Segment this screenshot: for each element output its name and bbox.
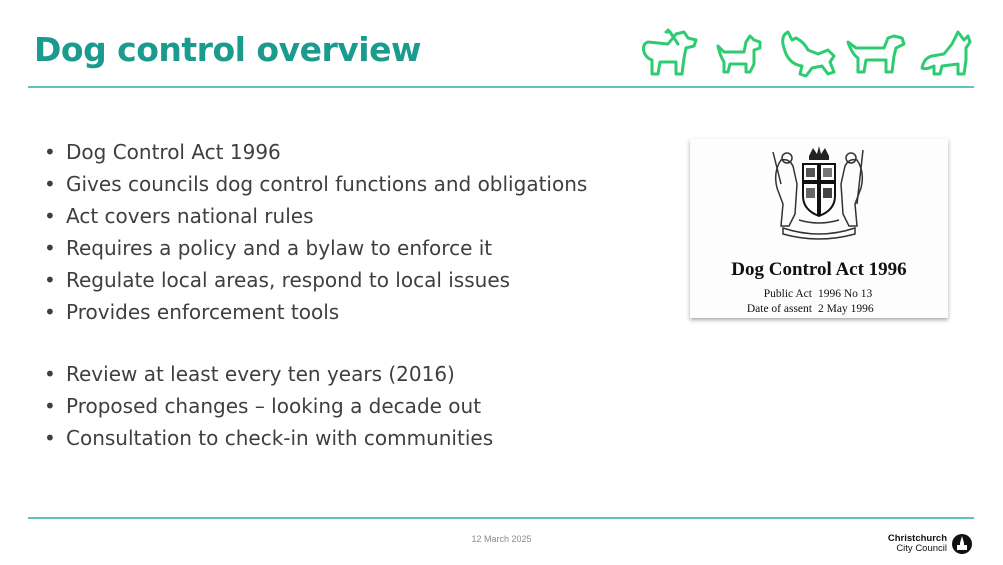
act-title: Dog Control Act 1996 [731, 259, 907, 280]
bullet-item: • Gives councils dog control functions and obligations [44, 168, 644, 200]
crouching-dog-icon [778, 28, 838, 80]
bullet-item: • Act covers national rules [44, 200, 644, 232]
dog-icons [638, 28, 974, 80]
bullet-list [44, 136, 644, 328]
howling-dog-icon [918, 28, 974, 80]
public-act-value: 1996 No 13 [818, 288, 873, 300]
assent-value: 2 May 1996 [818, 303, 874, 315]
bullet-item: • Review at least every ten years (2016) [44, 358, 644, 390]
public-act-label: Public Act [763, 288, 812, 300]
footer-date: 12 March 2025 [471, 534, 532, 544]
bullet-item: • Provides enforcement tools [44, 296, 644, 328]
council-logo [887, 532, 975, 554]
logo-line1: Christchurch [887, 533, 947, 544]
cathedral-logo-icon [951, 533, 973, 555]
bullet-item: • Regulate local areas, respond to local issues [44, 264, 644, 296]
logo-line2: City Council [896, 543, 947, 554]
bullet-item: • Consultation to check-in with communities [44, 422, 644, 454]
title-divider [28, 86, 974, 88]
small-dog-icon [714, 28, 766, 80]
slide-title: Dog control overview [34, 30, 421, 69]
standing-dog-icon [844, 28, 908, 80]
bullet-item: • Dog Control Act 1996 [44, 136, 644, 168]
bullet-item: • Requires a policy and a bylaw to enforce it [44, 232, 644, 264]
bullet-list-2 [44, 358, 644, 454]
footer-divider [28, 517, 974, 519]
guide-dog-icon [638, 28, 704, 80]
act-image [690, 139, 948, 318]
bullet-item: • Proposed changes – looking a decade out [44, 390, 644, 422]
assent-label: Date of assent [746, 303, 812, 315]
coat-of-arms-icon [763, 144, 875, 244]
